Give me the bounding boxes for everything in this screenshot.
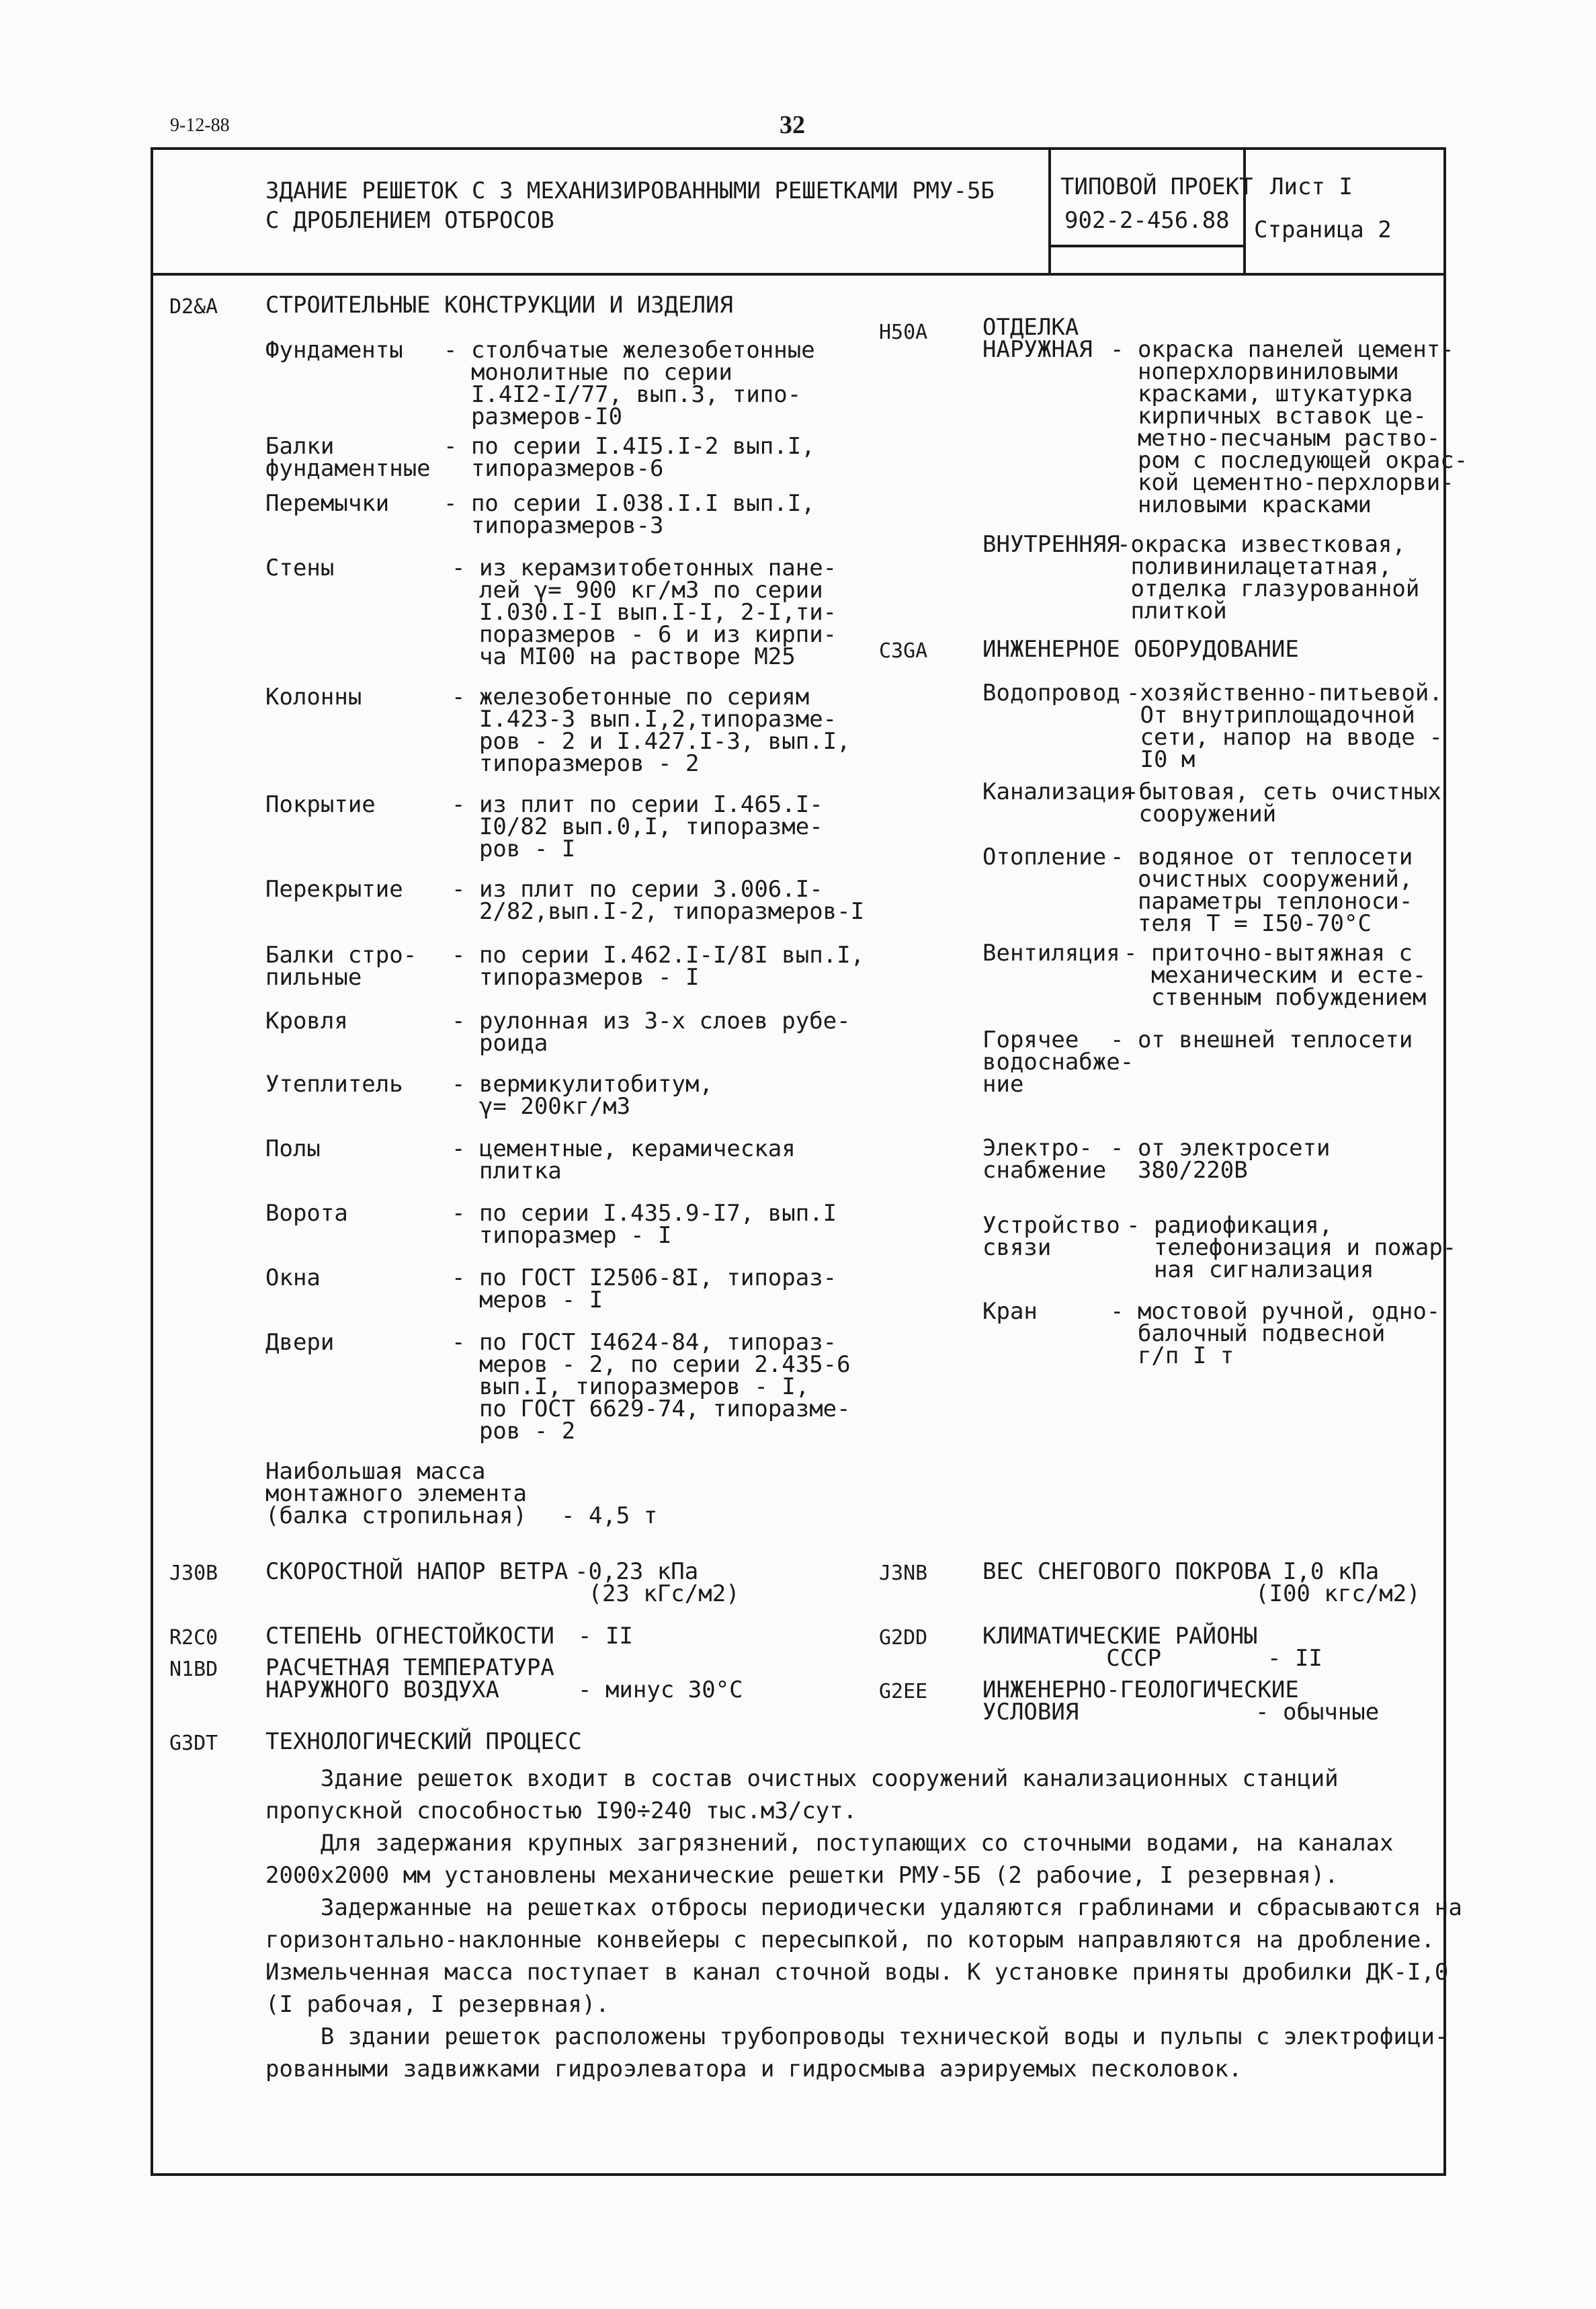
item-label: Ворота (265, 1200, 348, 1227)
eng-text: - водяное от теплосети очистных сооружений, параметры теплоноси- теля Т = I50-70°С (1110, 844, 1413, 937)
climate-label: КЛИМАТИЧЕСКИЕ РАЙОНЫ СССР (982, 1623, 1258, 1672)
item-text: - по серии I.4I5.I-2 вып.I, типоразмеров-6 (444, 433, 815, 482)
header-title: ЗДАНИЕ РЕШЕТОК С 3 МЕХАНИЗИРОВАННЫМИ РЕШЕТКАМИ РМУ-5Б С ДРОБЛЕНИЕМ ОТБРОСОВ (265, 177, 995, 234)
item-label: Кровля (265, 1008, 348, 1035)
finish-inner-label: ВНУТРЕННЯЯ (982, 531, 1120, 558)
tech-heading: ТЕХНОЛОГИЧЕСКИЙ ПРОЦЕСС (265, 1728, 582, 1755)
geology-value: - обычные (1255, 1699, 1380, 1726)
eng-label: Водопровод (982, 680, 1120, 706)
section-code: H50A (879, 321, 928, 344)
section-code: C3GA (879, 639, 928, 663)
eng-text: - мостовой ручной, одно- балочный подвесной г/п I т (1110, 1298, 1441, 1369)
section-code: N1BD (169, 1658, 218, 1681)
item-label: Фундаменты (265, 337, 403, 364)
section-code: R2C0 (169, 1626, 218, 1650)
snow-label: ВЕС СНЕГОВОГО ПОКРОВА (982, 1558, 1271, 1585)
item-label: Перемычки (265, 490, 390, 517)
sheet-number: Лист I (1270, 173, 1353, 200)
document-code: 9-12-88 (170, 115, 230, 136)
item-label: Колонны (265, 684, 362, 711)
header-col-divider-2 (1243, 150, 1246, 273)
item-text: - цементные, керамическая плитка (452, 1135, 796, 1184)
item-label: Полы (265, 1135, 321, 1162)
item-label: Утеплитель (265, 1071, 403, 1098)
header-col-divider-1 (1048, 150, 1051, 273)
mass-label: Наибольшая масса монтажного элемента (балка стропильная) (265, 1458, 527, 1529)
item-text: - столбчатые железобетонные монолитные по серии I.4I2-I/77, вып.3, типо- размеров-I0 (444, 337, 815, 430)
section-code: J3NB (879, 1562, 928, 1585)
item-label: Балки фундаментные (265, 433, 431, 482)
page-number: 32 (780, 111, 805, 139)
tech-paragraph-4: В здании решеток расположены трубопроводы технической воды и пульпы с электрофици- рованными задвижками гидроэлеватора и гидросмыва аэрируемых песколовок. (265, 2023, 1449, 2082)
climate-value: - II (1267, 1645, 1322, 1672)
project-number: 902-2-456.88 (1064, 207, 1230, 234)
temp-label: РАСЧЕТНАЯ ТЕМПЕРАТУРА НАРУЖНОГО ВОЗДУХА (265, 1654, 554, 1703)
project-cell-underline (1048, 245, 1243, 247)
item-label: Стены (265, 555, 335, 581)
section-code: G3DT (169, 1732, 218, 1755)
tech-paragraph-3: Задержанные на решетках отбросы периодически удаляются граблинами и сбрасываются на горизонтально-наклонные конвейеры с пересыпкой, по которым направляются на дробление. Измельченная масса поступает в канал сточной воды. К установке приняты дробилки ДК-I,0 (I рабочая, I резервная). (265, 1894, 1462, 2018)
item-text: - по серии I.038.I.I вып.I, типоразмеров-3 (444, 490, 815, 539)
fire-label: СТЕПЕНЬ ОГНЕСТОЙКОСТИ (265, 1623, 554, 1650)
section-code: G2DD (879, 1626, 928, 1650)
item-text: - железобетонные по сериям I.423-3 вып.I,2,типоразме- ров - 2 и I.427.I-3, вып.I, типоразмеров - 2 (452, 684, 851, 777)
wind-label: СКОРОСТНОЙ НАПОР ВЕТРА (265, 1558, 569, 1585)
eng-label: Канализация (982, 778, 1134, 805)
item-text: - из керамзитобетонных пане- лей γ= 900 кг/м3 по серии I.030.I-I вып.I-I, 2-I,ти- поразмеров - 6 и из кирпи- ча MI00 на растворе M25 (452, 555, 837, 670)
page-of-sheet: Страница 2 (1254, 216, 1392, 243)
eng-label: Устройство связи (982, 1212, 1120, 1261)
item-label: Балки стро- пильные (265, 942, 417, 991)
item-text: - из плит по серии 3.006.I- 2/82,вып.I-2, типоразмеров-I (452, 876, 865, 925)
eng-text: - приточно-вытяжная с механическим и есте- ственным побуждением (1124, 940, 1427, 1011)
mass-value: - 4,5 т (561, 1502, 658, 1529)
section-code: G2EE (879, 1680, 928, 1703)
item-label: Перекрытие (265, 876, 403, 903)
fire-value: - II (578, 1623, 633, 1650)
finish-outer-text: - окраска панелей цемент- ноперхлорвиниловыми красками, штукатурка кирпичных вставок це- метно-песчаным раство- ром с последующей окрас- кой цементно-перхлорви- ниловыми красками (1110, 336, 1468, 518)
eng-text: -бытовая, сеть очистных сооружений (1125, 778, 1441, 827)
item-text: - по серии I.435.9-I7, вып.I типоразмер - I (452, 1200, 837, 1249)
engineering-heading: ИНЖЕНЕРНОЕ ОБОРУДОВАНИЕ (982, 636, 1299, 663)
item-label: Окна (265, 1264, 321, 1291)
section-code: J30B (169, 1562, 218, 1585)
item-text: - рулонная из 3-х слоев рубе- роида (452, 1008, 851, 1057)
temp-value: - минус 30°С (578, 1676, 743, 1703)
item-text: - по ГОСТ I2506-8I, типораз- меров - I (452, 1264, 837, 1313)
eng-label: Отопление (982, 844, 1107, 870)
project-label: ТИПОВОЙ ПРОЕКТ (1060, 173, 1253, 200)
geology-label: ИНЖЕНЕРНО-ГЕОЛОГИЧЕСКИЕ УСЛОВИЯ (982, 1676, 1299, 1726)
eng-text: - от внешней теплосети (1110, 1026, 1413, 1053)
item-label: Двери (265, 1329, 335, 1356)
eng-label: Электро- снабжение (982, 1135, 1107, 1184)
item-text: - из плит по серии I.465.I- I0/82 вып.0,I, типоразме- ров - I (452, 791, 823, 862)
eng-text: - от электросети 380/220В (1110, 1135, 1331, 1184)
eng-label: Кран (982, 1298, 1038, 1325)
eng-label: Горячее водоснабже- ние (982, 1026, 1134, 1098)
snow-value: - I,0 кПа (I00 кгс/м2) (1255, 1558, 1421, 1607)
finish-inner-text: -окраска известковая, поливинилацетатная, отделка глазурованной плиткой (1117, 531, 1420, 624)
item-text: - по серии I.462.I-I/8I вып.I, типоразмеров - I (452, 942, 865, 991)
finish-outer-label: НАРУЖНАЯ (982, 336, 1093, 363)
item-label: Покрытие (265, 791, 376, 818)
item-text: - вермикулитобитум, γ= 200кг/м3 (452, 1071, 713, 1120)
header-divider (153, 273, 1443, 276)
tech-paragraph-2: Для задержания крупных загрязнений, поступающих со сточными водами, на каналах 2000х2000 мм установлены механические решетки РМУ-5Б (2 рабочие, I резервная). (265, 1830, 1394, 1889)
eng-text: -хозяйственно-питьевой. От внутриплощадочной сети, напор на вводе - I0 м (1126, 680, 1443, 773)
wind-value: -0,23 кПа (23 кГс/м2) (575, 1558, 740, 1607)
tech-paragraph-1: Здание решеток входит в состав очистных сооружений канализационных станций пропускной способностью I90÷240 тыс.м3/сут. (265, 1765, 1339, 1824)
item-text: - по ГОСТ I4624-84, типораз- меров - 2, по серии 2.435-6 вып.I, типоразмеров - I, по ГОСТ 6629-74, типоразме- ров - 2 (452, 1329, 851, 1445)
eng-text: - радиофикация, телефонизация и пожар- ная сигнализация (1126, 1212, 1457, 1283)
finish-heading: ОТДЕЛКА (982, 314, 1079, 341)
eng-label: Вентиляция (982, 940, 1120, 967)
section-code: D2&A (169, 295, 218, 319)
building-heading: СТРОИТЕЛЬНЫЕ КОНСТРУКЦИИ И ИЗДЕЛИЯ (265, 292, 733, 319)
